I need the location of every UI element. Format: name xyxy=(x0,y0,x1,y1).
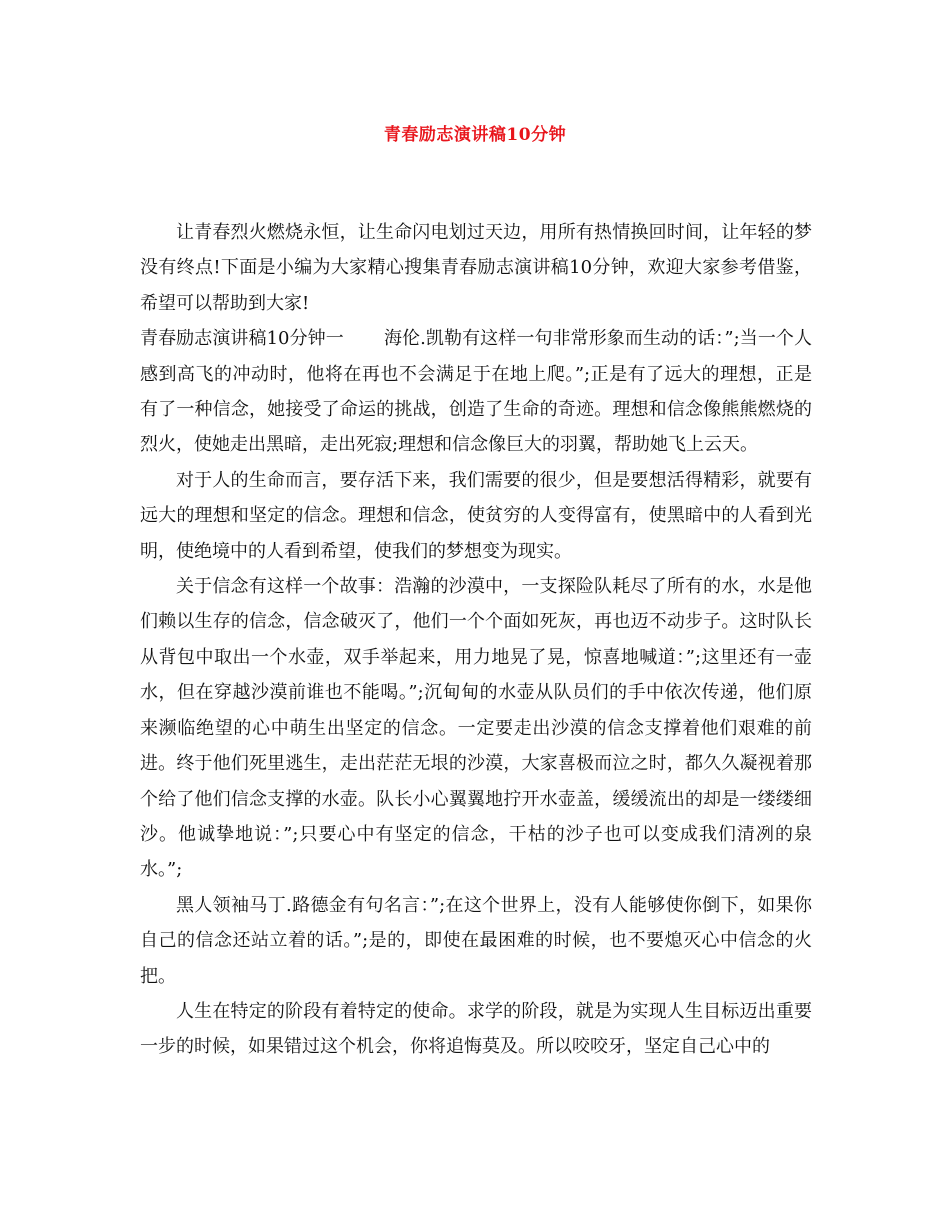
paragraph-mlk-quote: 黑人领袖马丁.路德金有句名言：”;在这个世界上，没有人能够使你倒下，如果你自己的信念还站立着的话。”;是的，即使在最困难的时候，也不要熄灭心中信念的火把。 xyxy=(140,894,812,987)
paragraph-section-one xyxy=(140,321,812,463)
paragraph-intro: 让青春烈火燃烧永恒，让生命闪电划过天边，用所有热情换回时间，让年轻的梦没有终点!下面是小编为大家精心搜集青春励志演讲稿10分钟，欢迎大家参考借鉴，希望可以帮助到大家! xyxy=(140,222,812,314)
paragraph-life-and-belief: 对于人的生命而言，要存活下来，我们需要的很少，但是要想活得精彩，就要有远大的理想和坚定的信念。理想和信念，使贫穷的人变得富有，使黑暗中的人看到光明，使绝境中的人看到希望，使我们的梦想变为现实。 xyxy=(140,469,812,562)
paragraph-desert-story: 关于信念有这样一个故事：浩瀚的沙漠中，一支探险队耗尽了所有的水，水是他们赖以生存的信念，信念破灭了，他们一个个面如死灰，再也迈不动步子。这时队长从背包中取出一个水壶，双手举起来，用力地晃了晃，惊喜地喊道：”;这里还有一壶水，但在穿越沙漠前谁也不能喝。”;沉甸甸的水壶从队员们的手中依次传递，他们原来濒临绝望的心中萌生出坚定的信念。一定要走出沙漠的信念支撑着他们艰难的前进。终于他们死里逃生，走出茫茫无垠的沙漠，大家喜极而泣之时，都久久凝视着那个给了他们信念支撑的水壶。队长小心翼翼地拧开水壶盖，缓缓流出的却是一缕缕细沙。他诚挚地说：”;只要心中有坚定的信念，干枯的沙子也可以变成我们清冽的泉水。”; xyxy=(140,576,812,881)
section-one-text: 海伦.凯勒有这样一句非常形象而生动的话：”;当一个人感到高飞的冲动时，他将在再也不会满足于在地上爬。”;正是有了远大的理想，正是有了一种信念，她接受了命运的挑战，创造了生命的奇迹。理想和信念像熊熊燃烧的烈火，使她走出黑暗，走出死寂;理想和信念像巨大的羽翼，帮助她飞上云天。 xyxy=(140,328,812,456)
document-title: 青春励志演讲稿10分钟 xyxy=(383,125,567,145)
document-body xyxy=(140,215,812,1065)
paragraph-life-stages: 人生在特定的阶段有着特定的使命。求学的阶段，就是为实现人生目标迈出重要一步的时候，如果错过这个机会，你将追悔莫及。所以咬咬牙，坚定自己心中的 xyxy=(140,1000,812,1058)
section-heading: 青春励志演讲稿10分钟一 xyxy=(140,328,344,350)
